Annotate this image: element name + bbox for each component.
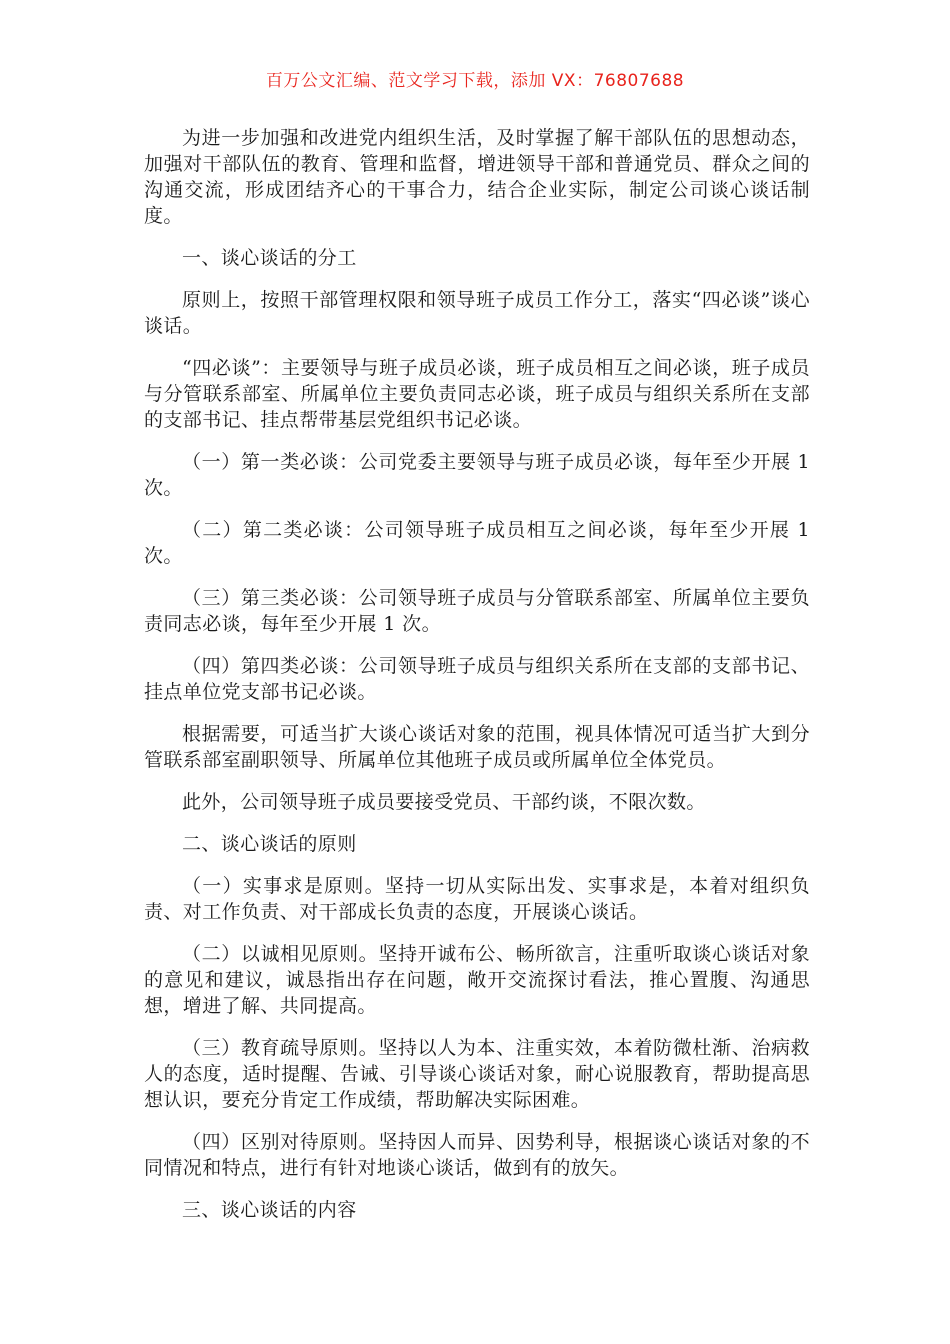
section-2-heading: 二、谈心谈话的原则 [182, 833, 357, 855]
section-1-paragraph-2: “四必谈”：主要领导与班子成员必谈，班子成员相互之间必谈，班子成员与分管联系部室、所属单位主要负责同志必谈，班子成员与组织关系所在支部的支部书记、挂点帮带基层党组织书记必谈。 [144, 357, 810, 431]
section-1-item-1: （一）第一类必谈：公司党委主要领导与班子成员必谈，每年至少开展 1 次。 [144, 451, 810, 499]
intro-paragraph: 为进一步加强和改进党内组织生活，及时掌握了解干部队伍的思想动态，加强对干部队伍的教育、管理和监督，增进领导干部和普通党员、群众之间的沟通交流，形成团结齐心的干事合力，结合企业实际，制定公司谈心谈话制度。 [144, 127, 810, 227]
section-1-item-3: （三）第三类必谈：公司领导班子成员与分管联系部室、所属单位主要负责同志必谈，每年至少开展 1 次。 [144, 587, 810, 635]
document-body [144, 125, 810, 1239]
watermark-banner: 百万公文汇编、范文学习下载，添加 VX：76807688 [265, 71, 685, 91]
section-1-heading: 一、谈心谈话的分工 [182, 247, 357, 269]
section-2-item-3: （三）教育疏导原则。坚持以人为本、注重实效，本着防微杜渐、治病救人的态度，适时提醒、告诫、引导谈心谈话对象，耐心说服教育，帮助提高思想认识，要充分肯定工作成绩，帮助解决实际困难。 [144, 1037, 810, 1111]
section-1-paragraph-3: 根据需要，可适当扩大谈心谈话对象的范围，视具体情况可适当扩大到分管联系部室副职领导、所属单位其他班子成员或所属单位全体党员。 [144, 723, 810, 771]
section-2-item-4: （四）区别对待原则。坚持因人而异、因势利导，根据谈心谈话对象的不同情况和特点，进行有针对地谈心谈话，做到有的放矢。 [144, 1131, 810, 1179]
section-1-paragraph-1: 原则上，按照干部管理权限和领导班子成员工作分工，落实“四必谈”谈心谈话。 [144, 289, 810, 337]
section-3-heading: 三、谈心谈话的内容 [182, 1199, 357, 1221]
section-1-paragraph-4: 此外，公司领导班子成员要接受党员、干部约谈，不限次数。 [182, 791, 706, 813]
section-2-item-2: （二）以诚相见原则。坚持开诚布公、畅所欲言，注重听取谈心谈话对象的意见和建议，诚恳指出存在问题，敞开交流探讨看法，推心置腹、沟通思想，增进了解、共同提高。 [144, 943, 810, 1017]
section-1-item-4: （四）第四类必谈：公司领导班子成员与组织关系所在支部的支部书记、挂点单位党支部书记必谈。 [144, 655, 810, 703]
section-1-item-2: （二）第二类必谈：公司领导班子成员相互之间必谈，每年至少开展 1 次。 [144, 519, 810, 567]
section-2-item-1: （一）实事求是原则。坚持一切从实际出发、实事求是，本着对组织负责、对工作负责、对干部成长负责的态度，开展谈心谈话。 [144, 875, 810, 923]
